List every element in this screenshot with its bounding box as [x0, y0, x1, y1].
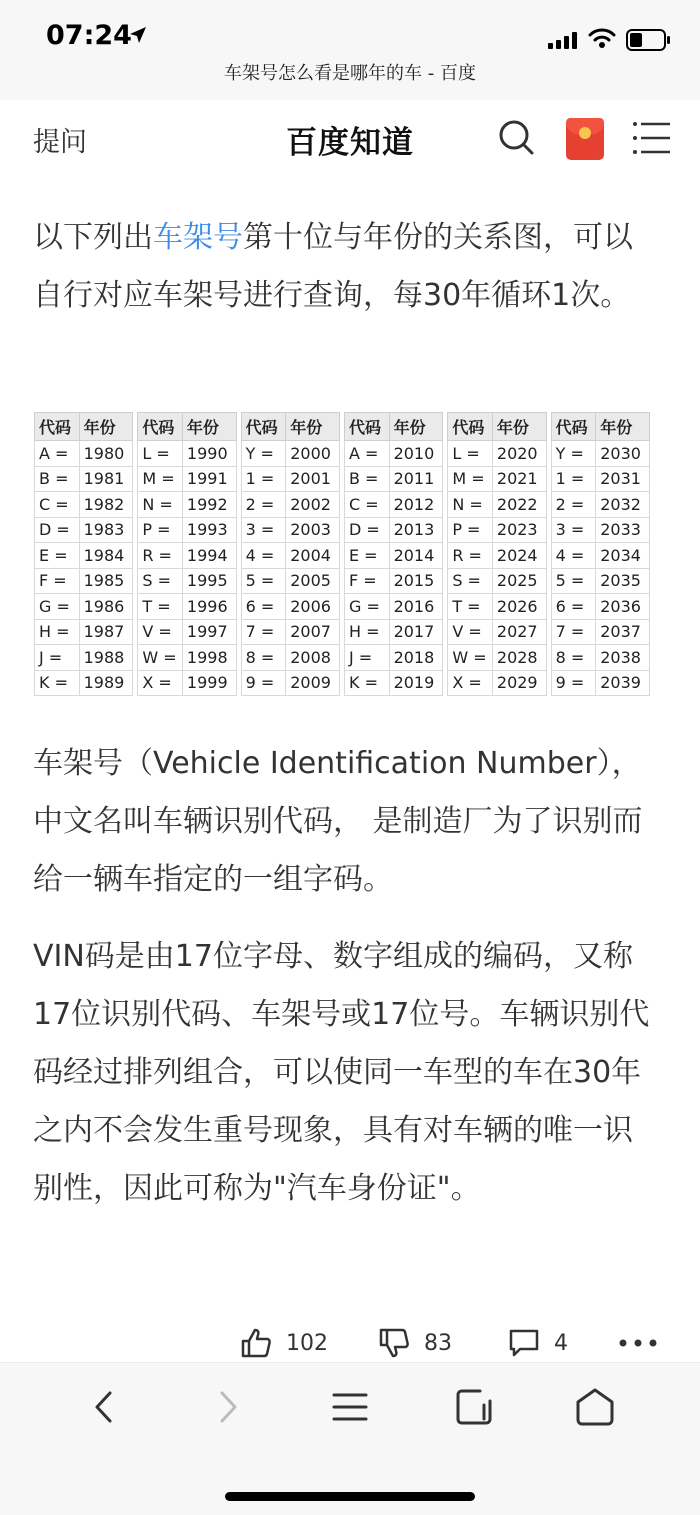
- model-year-cell: 2020: [492, 441, 546, 467]
- article-paragraph-1: [33, 209, 658, 325]
- battery-icon: [626, 29, 672, 51]
- model-year-cell: 2003: [286, 517, 340, 543]
- table-row: [35, 619, 650, 645]
- code-header: 代码: [138, 413, 183, 441]
- vin-code-cell: X =: [448, 670, 493, 696]
- model-year-cell: 2024: [492, 543, 546, 569]
- model-year-cell: 2023: [492, 517, 546, 543]
- model-year-cell: 2028: [492, 645, 546, 671]
- code-header: 代码: [241, 413, 286, 441]
- vin-code-cell: 3 =: [241, 517, 286, 543]
- code-header: 代码: [448, 413, 493, 441]
- model-year-cell: 1995: [182, 568, 236, 594]
- year-header: 年份: [286, 413, 340, 441]
- search-icon[interactable]: [497, 118, 537, 158]
- vin-code-cell: T =: [448, 594, 493, 620]
- vin-code-cell: N =: [448, 492, 493, 518]
- thumbs-down-icon: [378, 1327, 410, 1359]
- vin-code-cell: X =: [138, 670, 183, 696]
- vin-code-cell: 4 =: [241, 543, 286, 569]
- model-year-cell: 1994: [182, 543, 236, 569]
- comment-icon: [508, 1327, 540, 1359]
- model-year-cell: 2033: [596, 517, 650, 543]
- more-button[interactable]: [618, 1318, 672, 1368]
- model-year-cell: 1997: [182, 619, 236, 645]
- model-year-cell: 2026: [492, 594, 546, 620]
- model-year-cell: 2011: [389, 466, 443, 492]
- vin-code-cell: 7 =: [551, 619, 596, 645]
- model-year-cell: 2029: [492, 670, 546, 696]
- browser-page-title: 车架号怎么看是哪年的车 - 百度: [0, 60, 700, 100]
- model-year-cell: 1982: [79, 492, 133, 518]
- vin-link[interactable]: 车架号: [153, 220, 243, 255]
- vin-code-cell: S =: [448, 568, 493, 594]
- model-year-cell: 1989: [79, 670, 133, 696]
- model-year-cell: 1983: [79, 517, 133, 543]
- year-header: 年份: [79, 413, 133, 441]
- model-year-cell: 2038: [596, 645, 650, 671]
- signal-icon: [548, 30, 578, 50]
- year-header: 年份: [389, 413, 443, 441]
- model-year-cell: 2025: [492, 568, 546, 594]
- vin-code-cell: W =: [138, 645, 183, 671]
- paragraph-text: 第十位与年份的关系图，可以自行对应车架号进行查询，每30年循环1次。: [33, 220, 633, 313]
- forward-icon[interactable]: [206, 1387, 246, 1427]
- vin-code-cell: 2 =: [551, 492, 596, 518]
- comment-count: 4: [554, 1330, 568, 1356]
- model-year-cell: 2006: [286, 594, 340, 620]
- model-year-cell: 2032: [596, 492, 650, 518]
- model-year-cell: 1985: [79, 568, 133, 594]
- model-year-cell: 1986: [79, 594, 133, 620]
- like-count: 102: [286, 1330, 328, 1356]
- vin-code-cell: Y =: [551, 441, 596, 467]
- dislike-count: 83: [424, 1330, 452, 1356]
- vin-code-cell: F =: [35, 568, 80, 594]
- model-year-cell: 2036: [596, 594, 650, 620]
- model-year-cell: 1984: [79, 543, 133, 569]
- model-year-cell: 1987: [79, 619, 133, 645]
- home-indicator[interactable]: [225, 1492, 475, 1501]
- table-row: [35, 670, 650, 696]
- table-row: [35, 594, 650, 620]
- vin-code-cell: A =: [344, 441, 389, 467]
- location-arrow-icon: [128, 25, 148, 45]
- vin-code-cell: E =: [344, 543, 389, 569]
- code-header: 代码: [344, 413, 389, 441]
- vin-code-cell: V =: [138, 619, 183, 645]
- status-bar: [0, 0, 700, 60]
- vin-code-cell: R =: [138, 543, 183, 569]
- model-year-cell: 2034: [596, 543, 650, 569]
- red-packet-icon[interactable]: [566, 118, 604, 160]
- year-header: 年份: [182, 413, 236, 441]
- vin-code-cell: 8 =: [551, 645, 596, 671]
- comment-button[interactable]: [508, 1318, 568, 1368]
- menu-icon[interactable]: [632, 120, 672, 156]
- vin-code-cell: P =: [448, 517, 493, 543]
- model-year-cell: 1998: [182, 645, 236, 671]
- model-year-cell: 2018: [389, 645, 443, 671]
- model-year-cell: 2027: [492, 619, 546, 645]
- model-year-cell: 2007: [286, 619, 340, 645]
- dislike-button[interactable]: [378, 1318, 452, 1368]
- article-paragraph-3: VIN码是由17位字母、数字组成的编码，又称17位识别代码、车架号或17位号。车辆识别代码经过排列组合，可以使同一车型的车在30年之内不会发生重号现象，具有对车辆的唯一识别性，因此可称为"汽车身份证"。: [33, 939, 650, 1206]
- year-header: 年份: [596, 413, 650, 441]
- year-header: 年份: [492, 413, 546, 441]
- model-year-cell: 2039: [596, 670, 650, 696]
- vin-code-cell: 8 =: [241, 645, 286, 671]
- back-icon[interactable]: [86, 1387, 126, 1427]
- vin-code-cell: H =: [35, 619, 80, 645]
- vin-code-cell: K =: [344, 670, 389, 696]
- ask-question-button[interactable]: 提问: [33, 127, 87, 158]
- wifi-icon: [588, 27, 616, 49]
- vin-code-cell: P =: [138, 517, 183, 543]
- browser-menu-icon[interactable]: [330, 1387, 370, 1427]
- faded-divider: [110, 176, 330, 184]
- model-year-cell: 2031: [596, 466, 650, 492]
- model-year-cell: 1980: [79, 441, 133, 467]
- vin-code-cell: S =: [138, 568, 183, 594]
- vin-code-cell: C =: [344, 492, 389, 518]
- model-year-cell: 2004: [286, 543, 340, 569]
- tabs-icon[interactable]: [454, 1387, 494, 1427]
- model-year-cell: 2012: [389, 492, 443, 518]
- table-row: [35, 568, 650, 594]
- vin-code-cell: D =: [344, 517, 389, 543]
- model-year-cell: 2013: [389, 517, 443, 543]
- model-year-cell: 1993: [182, 517, 236, 543]
- model-year-cell: 2021: [492, 466, 546, 492]
- model-year-cell: 2008: [286, 645, 340, 671]
- vin-code-cell: M =: [138, 466, 183, 492]
- vin-code-cell: 1 =: [241, 466, 286, 492]
- status-time: 07:24: [46, 20, 132, 51]
- code-header: 代码: [35, 413, 80, 441]
- brand-title: 百度知道: [286, 125, 414, 161]
- model-year-cell: 1999: [182, 670, 236, 696]
- vin-code-cell: G =: [35, 594, 80, 620]
- vin-code-cell: H =: [344, 619, 389, 645]
- vin-code-cell: B =: [35, 466, 80, 492]
- vin-code-cell: 4 =: [551, 543, 596, 569]
- vin-code-cell: J =: [344, 645, 389, 671]
- app-header: [0, 100, 700, 180]
- model-year-cell: 1991: [182, 466, 236, 492]
- model-year-cell: 1996: [182, 594, 236, 620]
- vin-code-cell: W =: [448, 645, 493, 671]
- thumbs-up-icon: [240, 1327, 272, 1359]
- table-row: [35, 517, 650, 543]
- vin-code-cell: V =: [448, 619, 493, 645]
- vin-code-cell: 6 =: [551, 594, 596, 620]
- model-year-cell: 2030: [596, 441, 650, 467]
- vin-code-cell: B =: [344, 466, 389, 492]
- model-year-cell: 1992: [182, 492, 236, 518]
- model-year-cell: 2000: [286, 441, 340, 467]
- vin-code-cell: E =: [35, 543, 80, 569]
- vin-year-table: [34, 412, 650, 696]
- vin-code-cell: A =: [35, 441, 80, 467]
- article-paragraph-2: 车架号（Vehicle Identification Number），中文名叫车辆识别代码， 是制造厂为了识别而给一辆车指定的一组字码。: [33, 746, 643, 897]
- vin-code-cell: R =: [448, 543, 493, 569]
- paragraph-text: 以下列出: [33, 220, 153, 255]
- vin-code-cell: N =: [138, 492, 183, 518]
- more-icon: [618, 1338, 658, 1348]
- answer-action-bar: [0, 1318, 700, 1368]
- table-row: [35, 466, 650, 492]
- vin-code-cell: Y =: [241, 441, 286, 467]
- model-year-cell: 1990: [182, 441, 236, 467]
- table-header-row: [35, 413, 650, 441]
- table-row: [35, 645, 650, 671]
- vin-code-cell: G =: [344, 594, 389, 620]
- model-year-cell: 2002: [286, 492, 340, 518]
- table-row: [35, 543, 650, 569]
- vin-code-cell: 2 =: [241, 492, 286, 518]
- model-year-cell: 2009: [286, 670, 340, 696]
- vin-code-cell: 7 =: [241, 619, 286, 645]
- vin-code-cell: T =: [138, 594, 183, 620]
- model-year-cell: 2019: [389, 670, 443, 696]
- model-year-cell: 2001: [286, 466, 340, 492]
- vin-code-cell: 6 =: [241, 594, 286, 620]
- code-header: 代码: [551, 413, 596, 441]
- vin-code-cell: 3 =: [551, 517, 596, 543]
- vin-code-cell: 1 =: [551, 466, 596, 492]
- vin-code-cell: 5 =: [241, 568, 286, 594]
- vin-code-cell: 5 =: [551, 568, 596, 594]
- vin-code-cell: C =: [35, 492, 80, 518]
- vin-code-cell: 9 =: [551, 670, 596, 696]
- vin-code-cell: J =: [35, 645, 80, 671]
- vin-code-cell: L =: [138, 441, 183, 467]
- table-row: [35, 441, 650, 467]
- model-year-cell: 1988: [79, 645, 133, 671]
- model-year-cell: 2017: [389, 619, 443, 645]
- model-year-cell: 2037: [596, 619, 650, 645]
- model-year-cell: 1981: [79, 466, 133, 492]
- like-button[interactable]: [240, 1318, 328, 1368]
- model-year-cell: 2005: [286, 568, 340, 594]
- model-year-cell: 2010: [389, 441, 443, 467]
- vin-code-cell: 9 =: [241, 670, 286, 696]
- vin-code-cell: D =: [35, 517, 80, 543]
- model-year-cell: 2035: [596, 568, 650, 594]
- vin-code-cell: M =: [448, 466, 493, 492]
- home-icon[interactable]: [575, 1387, 615, 1427]
- model-year-cell: 2015: [389, 568, 443, 594]
- vin-code-cell: F =: [344, 568, 389, 594]
- model-year-cell: 2014: [389, 543, 443, 569]
- vin-code-cell: L =: [448, 441, 493, 467]
- model-year-cell: 2022: [492, 492, 546, 518]
- model-year-cell: 2016: [389, 594, 443, 620]
- vin-code-cell: K =: [35, 670, 80, 696]
- table-row: [35, 492, 650, 518]
